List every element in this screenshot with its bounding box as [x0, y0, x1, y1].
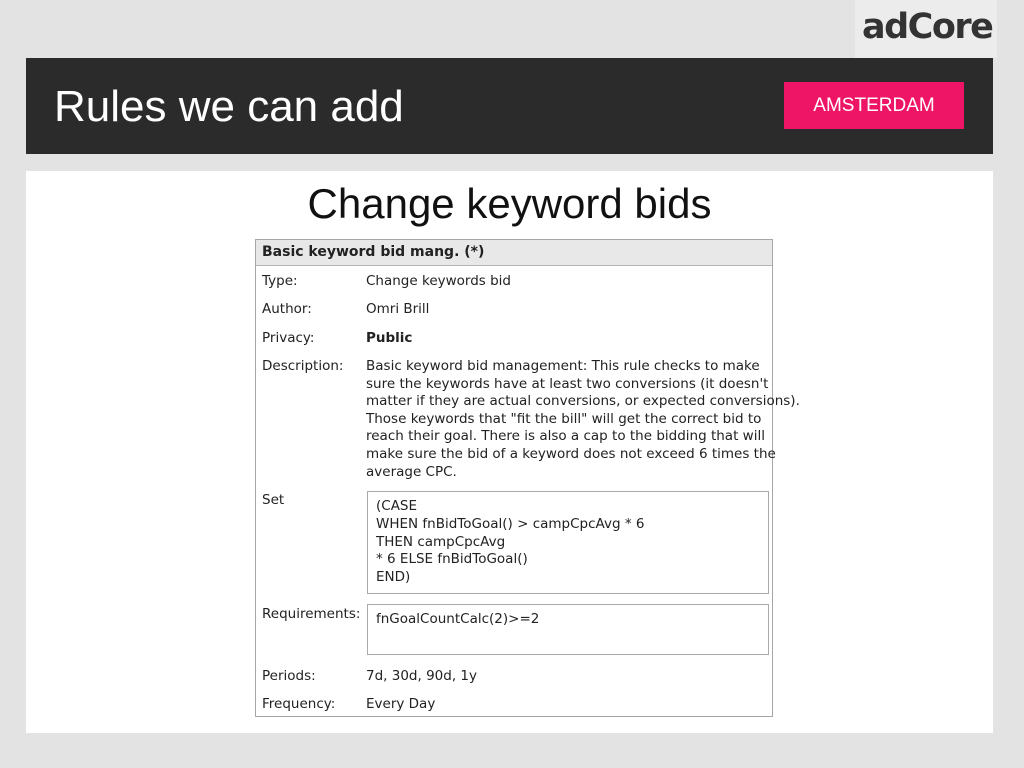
- adcore-logo: adCore: [862, 7, 993, 47]
- set-expression-field[interactable]: (CASE WHEN fnBidToGoal() > campCpcAvg * 6 THEN campCpcAvg * 6 ELSE fnBidToGoal() END): [367, 491, 769, 594]
- header-bar: [26, 58, 993, 154]
- periods-value: 7d, 30d, 90d, 1y: [366, 668, 477, 684]
- content-panel: [26, 171, 993, 733]
- requirements-field[interactable]: fnGoalCountCalc(2)>=2: [367, 604, 769, 655]
- frequency-label: Frequency:: [262, 696, 336, 712]
- author-value: Omri Brill: [366, 301, 430, 317]
- location-badge: AMSTERDAM: [784, 82, 964, 129]
- description-label: Description:: [262, 358, 344, 374]
- author-label: Author:: [262, 301, 312, 317]
- slide-title: Rules we can add: [54, 82, 404, 131]
- type-label: Type:: [262, 273, 298, 289]
- rule-card: [255, 239, 800, 717]
- rule-card-title: Basic keyword bid mang. (*): [256, 240, 772, 266]
- periods-label: Periods:: [262, 668, 316, 684]
- content-heading: Change keyword bids: [307, 180, 712, 227]
- type-value: Change keywords bid: [366, 273, 512, 289]
- description-value: Basic keyword bid management: This rule checks to make sure the keywords have at least two conversions (it doesn't matter if they are actual conversions, or expected conversions). Those keywords that "fit the bill" will get the correct bid to reach their goal. There is also a cap to the bidding that will make sure the bid of a keyword does not exceed 6 times the average CPC.: [366, 358, 800, 480]
- frequency-value: Every Day: [366, 696, 436, 712]
- privacy-label: Privacy:: [262, 330, 315, 346]
- privacy-value: Public: [366, 330, 413, 346]
- set-label: Set: [262, 492, 285, 508]
- requirements-label: Requirements:: [262, 606, 361, 622]
